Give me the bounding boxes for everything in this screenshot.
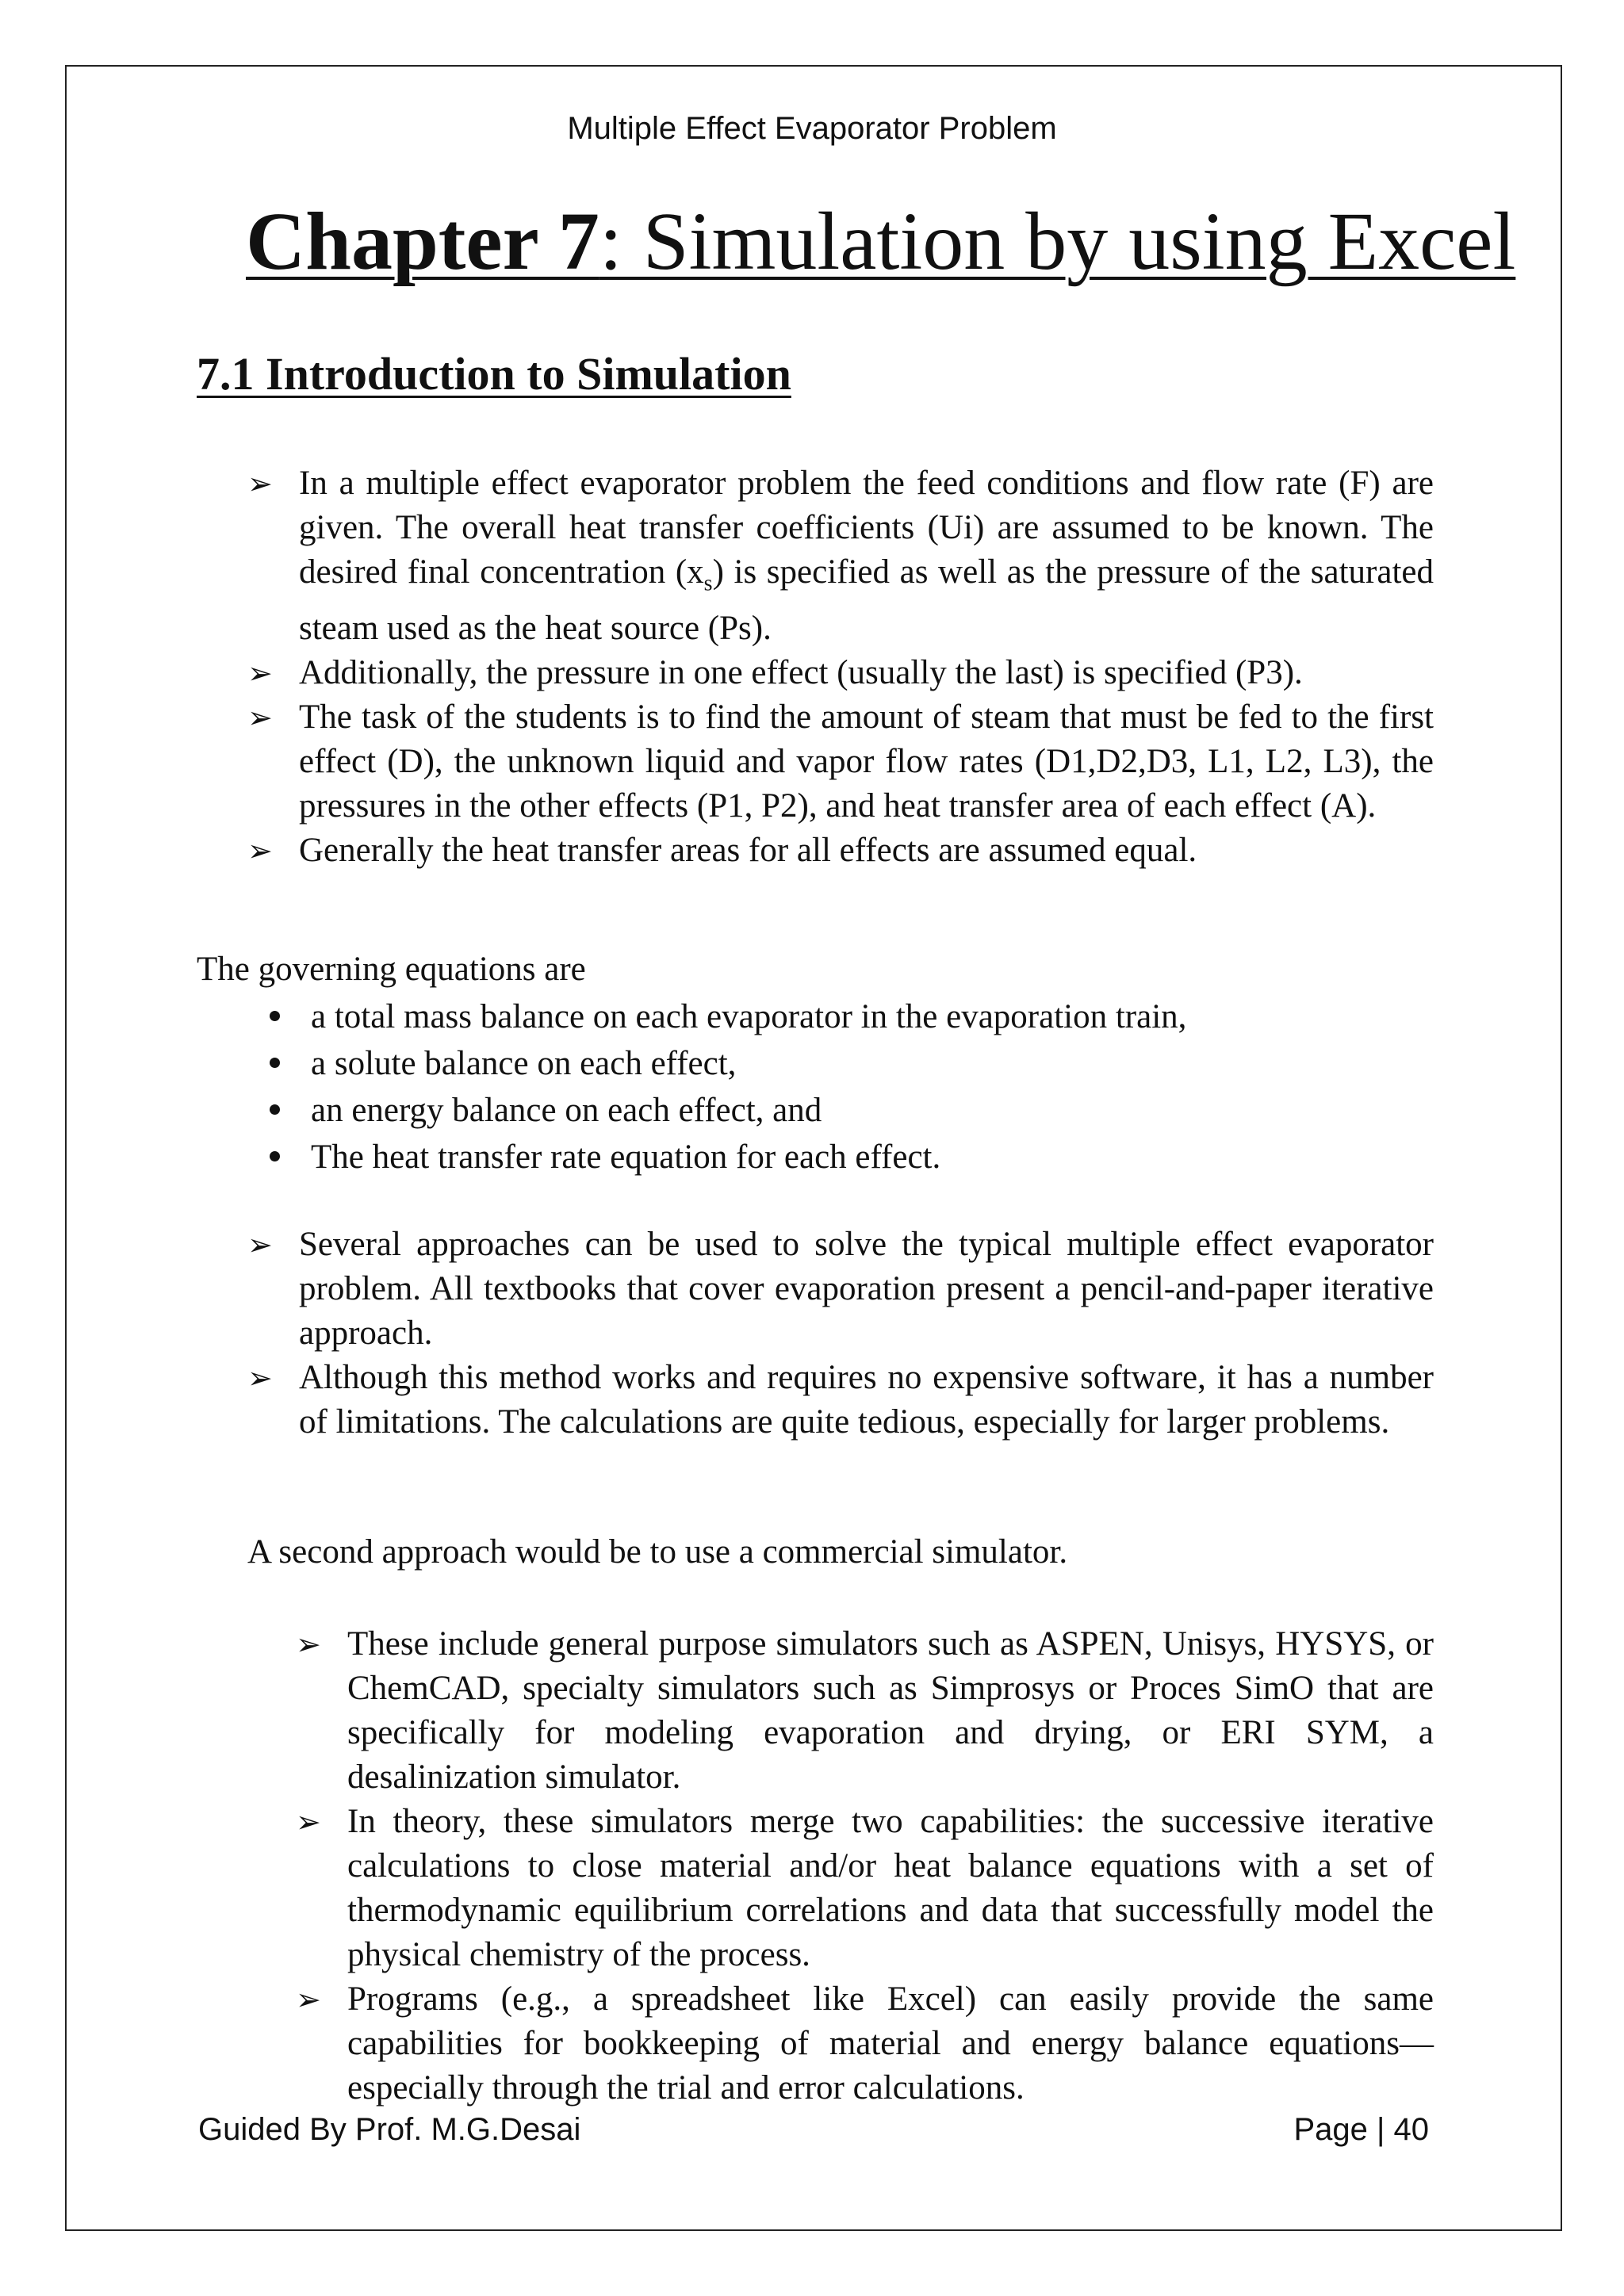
- approach-list: [247, 1223, 1434, 1445]
- arrow-bullet-icon: ➢: [247, 699, 273, 735]
- list-item-text: The task of the students is to find the amount of steam that must be fed to the first effect (D), the unknown liquid and vapor flow rates (D1,D2,D3, L1, L2, L3), the pressures in the other effects (P1, P2), and heat transfer area of each effect (A).: [299, 698, 1434, 825]
- list-item-text: These include general purpose simulators such as ASPEN, Unisys, HYSYS, or ChemCAD, specialty simulators such as Simprosys or Proces SimO that are specifically for modeling evaporation and drying, or ERI SYM, a desalinization simulator.: [347, 1625, 1434, 1796]
- list-item: [247, 1356, 1434, 1445]
- subscript: s: [703, 571, 713, 596]
- list-item-text: a total mass balance on each evaporator in the evaporation train,: [311, 998, 1187, 1035]
- footer-guide: Guided By Prof. M.G.Desai: [198, 2112, 581, 2147]
- governing-list-block: [264, 995, 1374, 1182]
- list-item: [247, 651, 1434, 695]
- list-item-text: Programs (e.g., a spreadsheet like Excel) can easily provide the same capabilities for bookkeeping of material and energy balance equations—especially through the trial and error calculations.: [347, 1980, 1434, 2107]
- list-item-text: a solute balance on each effect,: [311, 1045, 737, 1082]
- approach-list-block: [247, 1223, 1434, 1445]
- list-item-text: In theory, these simulators merge two capabilities: the successive iterative calculations to close material and/or heat balance equations with a set of thermodynamic equilibrium correlations and data that successfully model the physical chemistry of the process.: [347, 1803, 1434, 1973]
- chapter-label: Chapter 7: [246, 196, 599, 287]
- list-item: [296, 1800, 1434, 1977]
- bullet-dot-icon: [270, 1104, 280, 1115]
- arrow-bullet-icon: ➢: [296, 1804, 321, 1839]
- running-header: Multiple Effect Evaporator Problem: [567, 111, 1057, 146]
- arrow-bullet-icon: ➢: [247, 832, 273, 868]
- arrow-bullet-icon: ➢: [296, 1627, 321, 1662]
- list-item: [296, 1622, 1434, 1800]
- arrow-bullet-icon: ➢: [247, 466, 273, 501]
- governing-lead: The governing equations are: [197, 951, 586, 988]
- chapter-title-text: : Simulation by using Excel: [599, 196, 1516, 287]
- second-approach-list-block: [296, 1622, 1434, 2110]
- text-part: In a multiple effect evaporator problem the feed conditions and flow rate (F) are given. The overall heat transfer coefficients (Ui) are assumed to be known. The desired final concentration (x: [299, 465, 1434, 591]
- list-item: [247, 695, 1434, 828]
- text-part: ) is specified as well as the pressure of the saturated steam used as the heat source (Ps).: [299, 553, 1434, 647]
- list-item: [247, 1223, 1434, 1356]
- arrow-bullet-icon: ➢: [247, 1360, 273, 1395]
- intro-list-block: [247, 461, 1434, 873]
- bullet-dot-icon: [270, 1011, 280, 1021]
- second-approach-lead: A second approach would be to use a commercial simulator.: [247, 1533, 1068, 1571]
- list-item: [247, 461, 1434, 651]
- section-heading: 7.1 Introduction to Simulation: [197, 348, 791, 400]
- bullet-dot-icon: [270, 1151, 280, 1161]
- arrow-bullet-icon: ➢: [296, 1982, 321, 2017]
- list-item: [296, 1977, 1434, 2110]
- intro-list: [247, 461, 1434, 873]
- footer-page-number: Page | 40: [1293, 2112, 1429, 2147]
- list-item-text: Several approaches can be used to solve the typical multiple effect evaporator problem. All textbooks that cover evaporation present a pencil-and-paper iterative approach.: [299, 1226, 1434, 1352]
- arrow-bullet-icon: ➢: [247, 1227, 273, 1262]
- arrow-bullet-icon: ➢: [247, 655, 273, 691]
- second-approach-list: [296, 1622, 1434, 2110]
- list-item: [264, 995, 1374, 1042]
- list-item-text: Additionally, the pressure in one effect (usually the last) is specified (P3).: [299, 653, 1303, 691]
- list-item-text: Generally the heat transfer areas for all effects are assumed equal.: [299, 831, 1197, 869]
- governing-list: [264, 995, 1374, 1182]
- bullet-dot-icon: [270, 1058, 280, 1068]
- list-item-text: [299, 465, 1434, 647]
- list-item-text: Although this method works and requires no expensive software, it has a number of limitations. The calculations are quite tedious, especially for larger problems.: [299, 1359, 1434, 1441]
- list-item: [247, 828, 1434, 873]
- list-item: [264, 1089, 1374, 1135]
- chapter-title: [246, 190, 1516, 293]
- list-item: [264, 1042, 1374, 1089]
- list-item-text: an energy balance on each effect, and: [311, 1092, 822, 1129]
- list-item-text: The heat transfer rate equation for each effect.: [311, 1138, 941, 1176]
- list-item: [264, 1135, 1374, 1182]
